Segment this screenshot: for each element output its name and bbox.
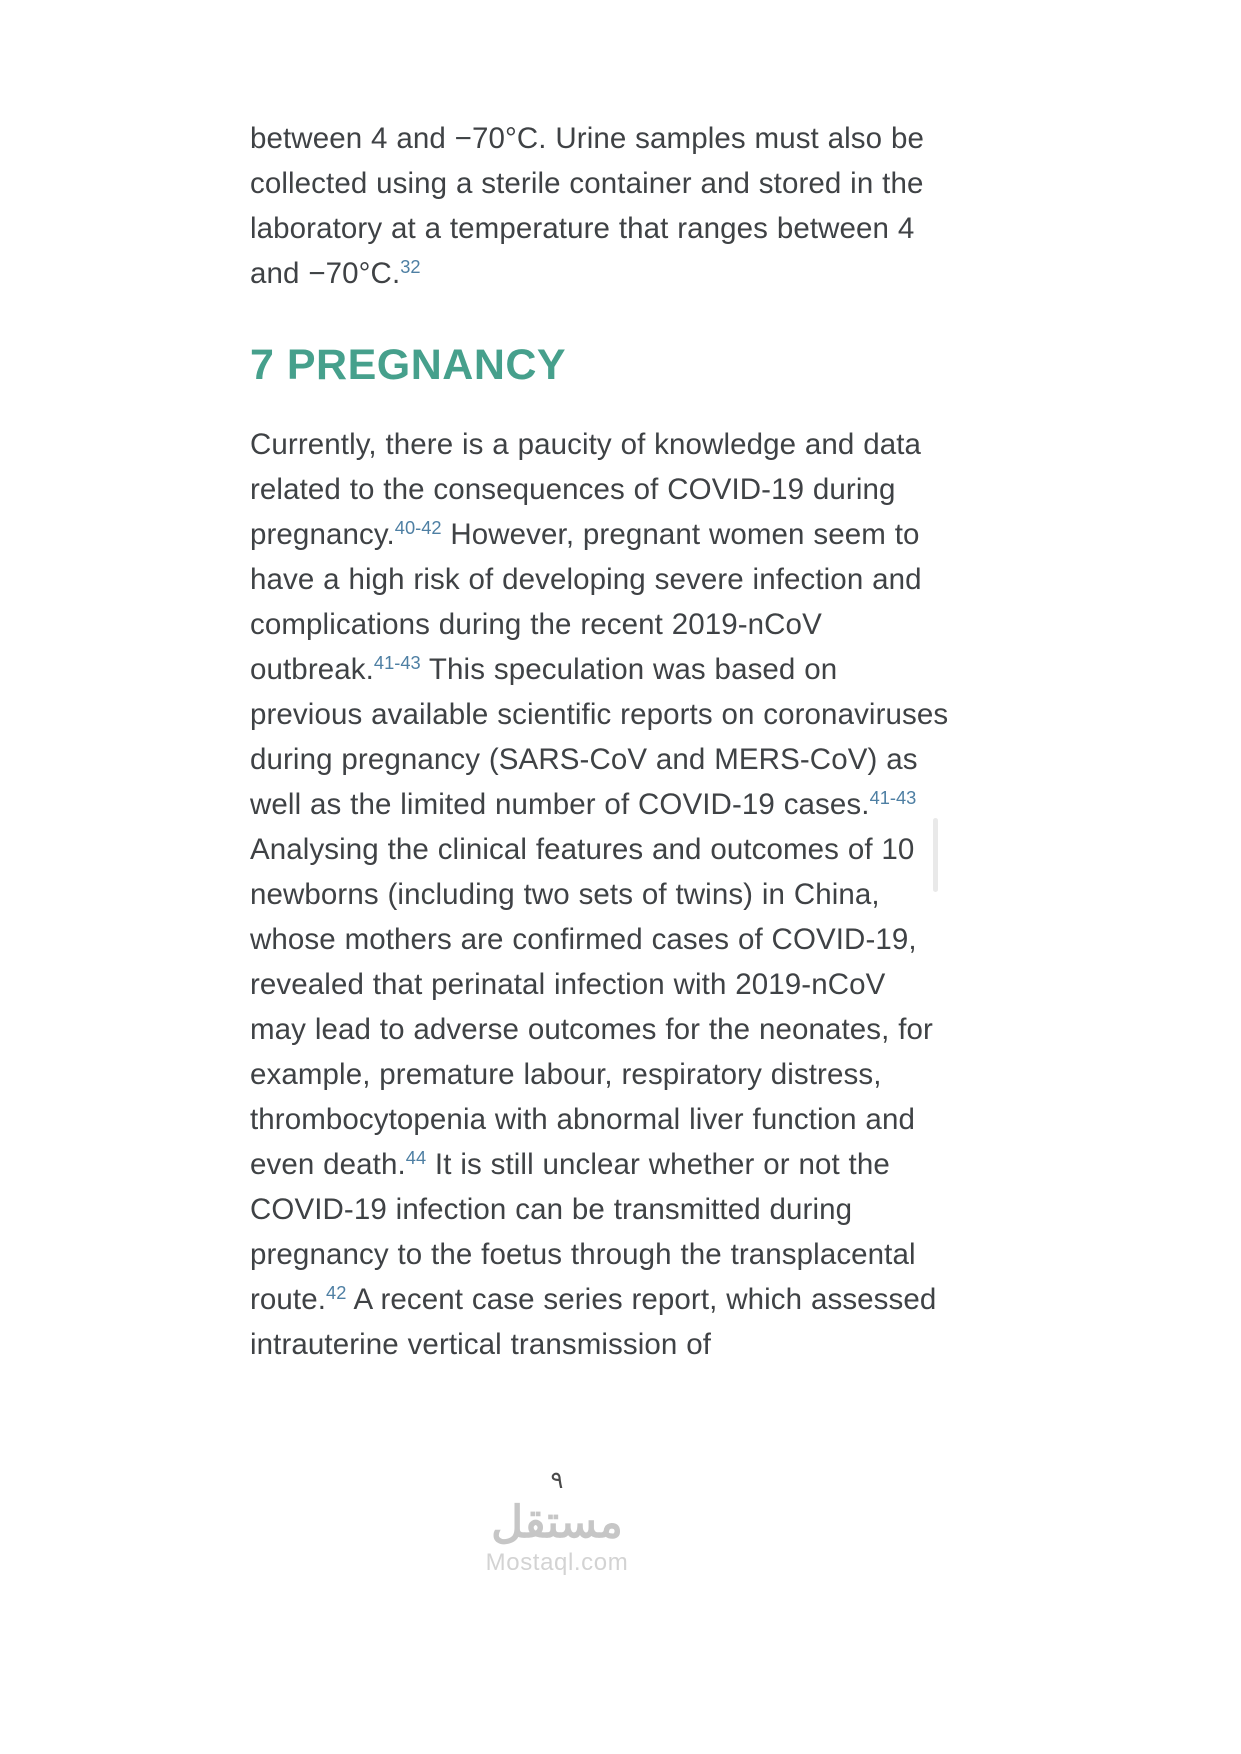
page-footer [0, 1468, 1114, 1578]
citation-ref: 40-42 [394, 516, 442, 538]
citation-ref: 32 [400, 255, 421, 277]
citation-ref: 42 [326, 1281, 347, 1303]
citation-ref: 41-43 [373, 651, 421, 673]
watermark-arabic-text: مستقل [491, 1498, 623, 1548]
text-run: However, pregnant women seem to have a high risk of developing severe infection and complications during the recent 2019-nCoV outbreak. [250, 517, 922, 686]
body-paragraph-storage [250, 116, 950, 296]
page-number: ٩ [550, 1467, 564, 1494]
watermark-site-name: Mostaql.com [485, 1548, 629, 1576]
text-run: Currently, there is a paucity of knowledge and data related to the consequences of COVID-19 during pregnancy. [250, 427, 922, 551]
text-run: This speculation was based on previous available scientific reports on coronaviruses during pregnancy (SARS-CoV and MERS-CoV) as well as the limited number of COVID-19 cases. [250, 652, 949, 821]
citation-ref: 41-43 [869, 786, 917, 808]
page-content [250, 116, 950, 1367]
body-paragraph-pregnancy [250, 422, 950, 1367]
text-run: between 4 and −70°C. Urine samples must also be collected using a sterile container and stored in the laboratory at a temperature that ranges between 4 and −70°C. [250, 122, 924, 290]
text-run: A recent case series report, which assessed intrauterine vertical transmission of [250, 1282, 937, 1361]
scroll-indicator [933, 818, 938, 892]
watermark [0, 1498, 1114, 1577]
citation-ref: 44 [405, 1146, 427, 1168]
text-run: It is still unclear whether or not the COVID-19 infection can be transmitted during pregnancy to the foetus through the transplacental route. [250, 1147, 916, 1316]
section-heading-pregnancy: 7 PREGNANCY [250, 341, 567, 389]
text-run: Analysing the clinical features and outcomes of 10 newborns (including two sets of twins) in China, whose mothers are confirmed cases of COVID-19, revealed that perinatal infection with 2019-nCoV may lead to adverse outcomes for the neonates, for example, premature labour, respiratory distress, thrombocytopenia with abnormal liver function and even death. [250, 832, 933, 1181]
